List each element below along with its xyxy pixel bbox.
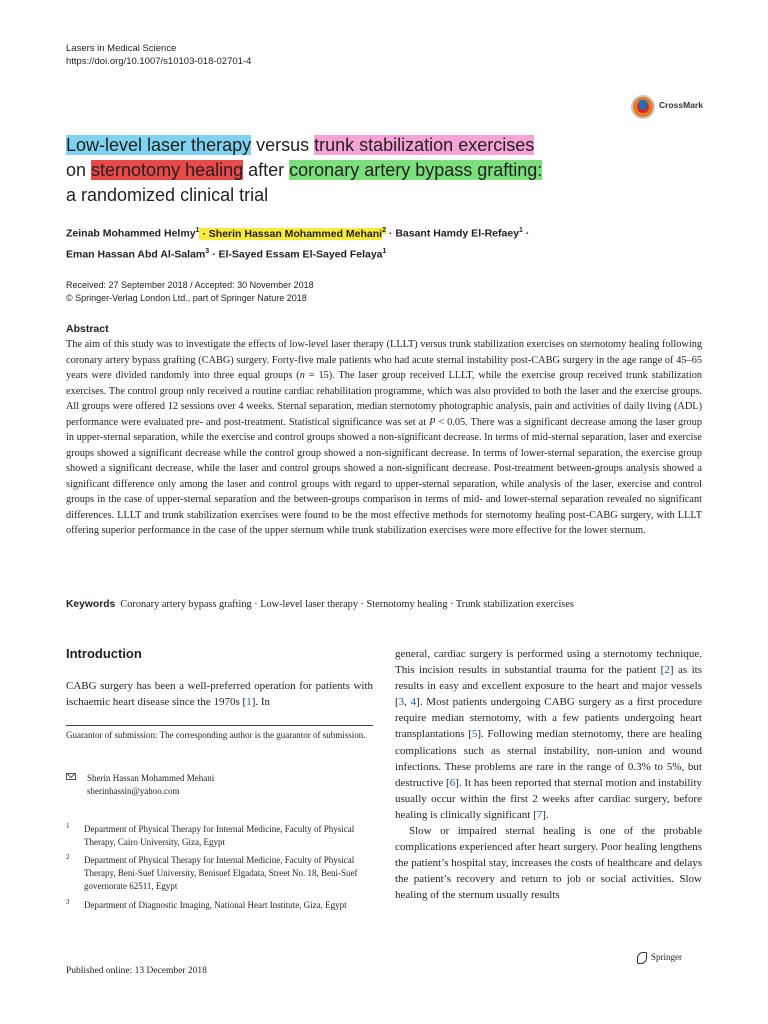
author-affiliation: 2 (382, 227, 386, 234)
author-name[interactable]: Eman Hassan Abd Al-Salam (66, 248, 206, 260)
intro-text: ]. Following median sternotomy, there are healing complications such as sternal instability, non-union and wound infections. These problems are rare in the range of 0.3% to 5%, but destructive [ (395, 728, 702, 789)
author-name[interactable]: Basant Hamdy El-Refaey (395, 227, 520, 240)
citation-link[interactable]: 2 (664, 664, 670, 677)
author-affiliation: 3 (205, 247, 210, 255)
affiliation-number: 3 (66, 898, 70, 906)
envelope-icon (66, 773, 76, 780)
affiliation-item (66, 854, 373, 893)
citation-link[interactable]: 5 (471, 728, 478, 741)
springer-logo (637, 952, 707, 966)
intro-left-text (66, 678, 373, 710)
abstract-text: = 15). The laser group received LLLT, while the exercise group received trunk stabilization exercises. The control group only received a routine cardiac rehabilitation programme, which was also provided to both the laser and the exercise groups. All groups were offered 12 sessions over 4 weeks. Sternal separation, median sternotomy photographic analysis, pain and activities of daily living (ADL) performance were evaluated pre- and post-treatment. Statistical significance was set at (66, 370, 702, 428)
author-affiliation: 1 (382, 247, 387, 255)
citation-link[interactable]: 1 (246, 696, 252, 708)
author-name[interactable]: Zeinab Mohammed Helmy (66, 227, 196, 240)
title-text: versus (251, 135, 315, 155)
citation-link[interactable]: 7 (536, 808, 543, 821)
crossmark-icon (631, 95, 655, 119)
crossmark-label: CrossMark (659, 100, 703, 110)
title-highlight-lllt: Low-level laser therapy (66, 135, 252, 155)
copyright-line: © Springer-Verlag London Ltd., part of Springer Nature 2018 (66, 293, 307, 303)
title-highlight-sternotomy: sternotomy healing (91, 160, 244, 180)
title-text: after (243, 160, 290, 180)
affiliation-item (66, 899, 373, 912)
article-title (66, 133, 686, 208)
intro-text: ] as its results in easy and excellent exposure to the heart and major vessels [ (395, 664, 702, 709)
author-list (66, 222, 706, 263)
intro-text: ]. Most patients undergoing CABG surgery as a first procedure require median sternotomy, with a few patients undergoing heart transplantations [ (395, 696, 702, 741)
intro-text: ]. (542, 808, 549, 821)
title-subtitle: a randomized clinical trial (66, 185, 269, 205)
citation-link[interactable]: 3 (398, 696, 405, 709)
abstract-text: < 0.05. There was a significant decrease among the laser group in upper-sternal separation, while the exercise and control groups showed a non-significant decrease. In terms of mid-sternal separation, laser and exercise groups showed a significant decrease while the control group showed a non-significant decrease. In terms of lower-sternal separation, the exercise group showed a significant decrease, while the laser and control groups showed a non-significant decrease. Post-treatment between-groups analysis showed a significant difference only among the laser and control groups with regard to upper-sternal separation, while analysis of the laser, exercise and control groups in the case of upper-sternal separation and the between-groups comparison in terms of mid- and lower-sternal separation revealed no significant differences. LLLT and trunk stabilization exercises were found to be the most effective methods for sternotomy healing post-CABG surgery, with LLLT offering superior performance in the case of the upper sternum while trunk stabilization exercises were more effective for the lower sternum. (66, 416, 702, 536)
affiliation-item (66, 823, 373, 849)
intro-text: ]. It has been reported that sternal motion and instability usually occur within the first 2 weeks after cardiac surgery, before healing is clinically significant [ (395, 776, 703, 821)
springer-horse-icon (637, 952, 647, 964)
corr-author-email[interactable]: sherinhassin@yahoo.com (87, 786, 180, 796)
springer-label: Springer (651, 952, 682, 962)
introduction-heading: Introduction (66, 646, 142, 661)
author-separator: · (385, 227, 396, 240)
author-affiliation: 1 (195, 227, 200, 234)
affiliation-number: 1 (66, 822, 70, 830)
citation-link[interactable]: 4 (410, 696, 417, 709)
citation-link[interactable]: 6 (449, 776, 456, 789)
author-name-highlighted[interactable]: Sherin Hassan Mohammed Mehani (208, 227, 383, 240)
footnote-divider (66, 725, 373, 726)
author-separator: · (209, 248, 219, 260)
author-separator: · (522, 227, 530, 240)
intro-paragraph: Slow or impaired sternal healing is one of the probable complications experienced after heart surgery. Poor healing lengthens the patient’s hospital stay, increases the costs of healthcare and delays the patient’s recovery and return to job or social activities. Slow healing of the sternum usually results (395, 825, 702, 902)
doi-link[interactable]: https://doi.org/10.1007/s10103-018-02701-4 (66, 56, 252, 67)
corr-author-name: Sherin Hassan Mohammed Mehani (87, 773, 215, 783)
crossmark-badge[interactable] (631, 95, 711, 121)
abstract-text: The aim of this study was to investigate the effects of low-level laser therapy (LLLT) versus trunk stabilization exercises on sternotomy healing following coronary artery bypass grafting (CABG) surgery. Forty-five male patients who had acute sternal instability post-CABG surgery in the age range of 45–65 years were divided randomly into three equal groups ( (66, 339, 702, 381)
keywords-list: Coronary artery bypass grafting · Low-level laser therapy · Sternotomy healing · Trunk stabilization exercises (120, 599, 574, 610)
title-highlight-cabg: coronary artery bypass grafting: (289, 160, 543, 180)
affiliation-text: Department of Physical Therapy for Internal Medicine, Faculty of Physical Therapy, Cairo University, Giza, Egypt (84, 824, 355, 847)
title-text: on (66, 160, 92, 180)
received-accepted: Received: 27 September 2018 / Accepted: 30 November 2018 (66, 280, 314, 290)
intro-right-text (395, 646, 702, 904)
author-affiliation: 1 (519, 227, 523, 234)
intro-text: general, cardiac surgery is performed using a sternotomy technique. This incision results in substantial trauma for the patient [ (395, 648, 702, 677)
abstract-n: n (299, 370, 305, 381)
affiliation-text: Department of Diagnostic Imaging, National Heart Institute, Giza, Egypt (84, 900, 347, 910)
author-name[interactable]: El-Sayed Essam El-Sayed Felaya (218, 248, 383, 260)
journal-name: Lasers in Medical Science (66, 43, 177, 54)
affiliation-number: 2 (66, 853, 70, 861)
intro-text: CABG surgery has been a well-preferred operation for patients with ischaemic heart disease since the 1970s [ (66, 680, 373, 708)
article-dates (66, 279, 706, 305)
keywords-label: Keywords (66, 599, 116, 610)
journal-header (66, 42, 251, 68)
abstract-body (66, 337, 702, 539)
corresponding-author (66, 772, 373, 798)
intro-text: ]. In (251, 696, 271, 708)
published-date: Published online: 13 December 2018 (66, 966, 207, 976)
keywords (66, 598, 706, 612)
guarantor-note: Guarantor of submission: The corresponding author is the guarantor of submission. (66, 730, 366, 740)
abstract-p: P (429, 416, 436, 428)
author-separator: · (199, 227, 209, 240)
intro-paragraph: general, cardiac surgery is performed using a sternotomy technique. This incision results in substantial trauma for the patient [2] as its results in easy and excellent exposure to the heart and major vessels [3, 4]. Most patients undergoing CABG surgery as a first procedure require median sternotomy, with a few patients undergoing heart transplantations [5]. Following median sternotomy, there are healing complications such as sternal instability, non-union and wound infections. These problems are rare in the range of 0.3% to 5%, but destructive [6]. It has been reported that sternal motion and instability usually occur within the first 2 weeks after cardiac surgery, before healing is clinically significant [7]. (395, 648, 703, 821)
abstract-heading: Abstract (66, 323, 109, 335)
affiliation-text: Department of Physical Therapy for Internal Medicine, Faculty of Physical Therapy, Beni-Suef University, Benisuef Elgadata, Street No. 18, Beni-Suef governorate 62511, Egypt (84, 855, 358, 891)
title-highlight-trunk: trunk stabilization exercises (314, 135, 535, 155)
